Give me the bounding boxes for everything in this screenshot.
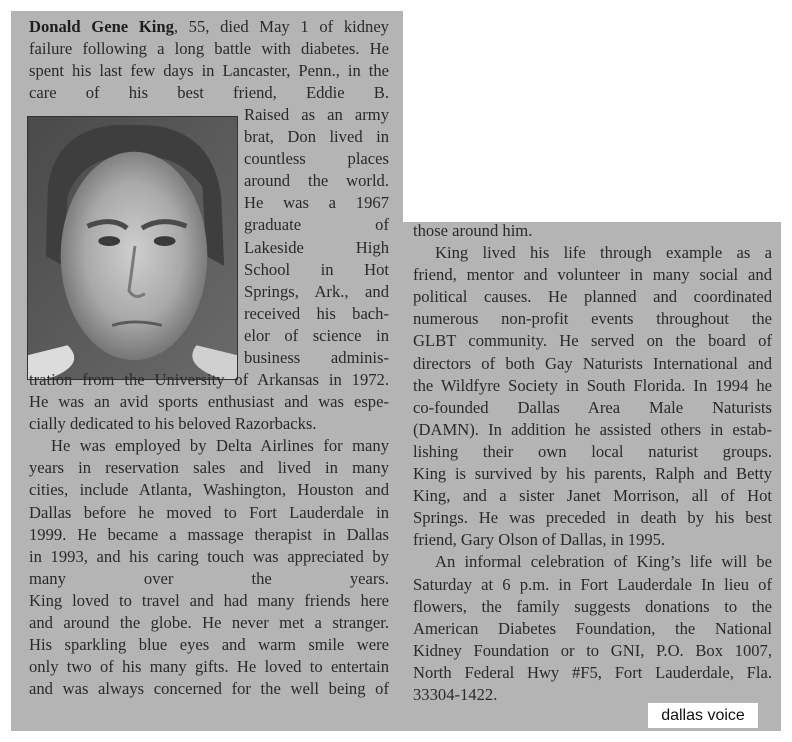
deceased-name: Donald Gene King xyxy=(29,17,174,36)
text-line: co-founded Dallas Area Male Naturists xyxy=(413,397,772,417)
text-line: He was an avid sports enthusiast and was espe- xyxy=(29,392,389,412)
text-line: School in Hot xyxy=(244,259,389,279)
text-line: (DAMN). In addition he assisted others in estab- xyxy=(413,419,772,439)
text-line: and was always concerned for the well being of xyxy=(29,679,389,699)
text-line: many over the years. xyxy=(29,568,389,588)
portrait-photo xyxy=(27,116,238,380)
text-line: Springs, Ark., and xyxy=(244,281,389,301)
text-line: King loved to travel and had many friends here xyxy=(29,590,389,610)
text-line: Saturday at 6 p.m. in Fort Lauderdale In lieu of xyxy=(413,574,772,594)
text-line: elor of science in xyxy=(244,325,389,345)
obituary-right-body xyxy=(413,220,772,706)
source-credit-label: dallas voice xyxy=(648,703,758,728)
text-line: years in reservation sales and lived in many xyxy=(29,458,389,478)
paragraph-start-line: An informal celebration of King’s life will be xyxy=(435,552,772,572)
text-line: Lakeside High xyxy=(244,237,389,257)
text-line: and around the globe. He never met a stranger. xyxy=(29,613,389,633)
text-line: business adminis- xyxy=(244,348,389,368)
text-line: tration from the University of Arkansas in 1972. xyxy=(29,370,389,389)
text-line: American Diabetes Foundation, the National xyxy=(413,618,772,638)
text-line: countless places xyxy=(244,149,389,169)
text-line: friend, Gary Olson of Dallas, in 1995. xyxy=(413,530,666,550)
text-line: spent his last few days in Lancaster, Penn., in the xyxy=(29,61,389,81)
text-line: around the world. xyxy=(244,171,389,191)
text-line: flowers, the family suggests donations to the xyxy=(413,596,772,616)
portrait-image xyxy=(28,117,237,379)
text-line: political causes. He planned and coordinated xyxy=(413,287,772,307)
text-line: He was a 1967 xyxy=(244,193,389,213)
text-line: King, and a sister Janet Morrison, all of Hot xyxy=(413,486,772,506)
paragraph-start-line: King lived his life through example as a xyxy=(435,243,772,263)
text-line: only two of his many gifts. He loved to entertain xyxy=(29,657,389,677)
text-line: Raised as an army xyxy=(244,105,389,124)
text-line: directors of both Gay Naturists International and xyxy=(413,353,772,373)
text-line: brat, Don lived in xyxy=(244,127,389,147)
text-line: those around him. xyxy=(413,221,533,240)
text-line: Kidney Foundation or to GNI, P.O. Box 1007, xyxy=(413,640,772,660)
text-line: in 1993, and his caring touch was appreciated by xyxy=(29,546,389,566)
text-line: numerous non-profit events throughout the xyxy=(413,309,772,329)
text-line: failure following a long battle with diabetes. He xyxy=(29,39,389,59)
text-line: GLBT community. He served on the board of xyxy=(413,331,772,351)
obituary-intro xyxy=(29,16,389,104)
text-line: 1999. He became a massage therapist in Dallas xyxy=(29,524,389,544)
obituary-left-body xyxy=(29,369,389,700)
text-line: care of his best friend, Eddie B. xyxy=(29,83,389,103)
text-line: Springs. He was preceded in death by his best xyxy=(413,508,772,528)
text-line: 33304-1422. xyxy=(413,684,498,704)
text-line: cially dedicated to his beloved Razorbacks. xyxy=(29,414,317,434)
text-line: Donald Gene King, 55, died May 1 of kidney xyxy=(29,17,389,36)
text-line: received his bach- xyxy=(244,303,389,323)
text-line: lishing their own local naturist groups. xyxy=(413,441,772,461)
text-line: cities, include Atlanta, Washington, Houston and xyxy=(29,480,389,500)
paragraph-start-line: He was employed by Delta Airlines for many xyxy=(51,436,389,456)
text-line: the Wildfyre Society in South Florida. In 1994 he xyxy=(413,375,772,395)
text-line: Dallas before he moved to Fort Lauderdale in xyxy=(29,502,389,522)
text-line: King is survived by his parents, Ralph and Betty xyxy=(413,464,772,484)
text-line: His sparkling blue eyes and warm smile were xyxy=(29,635,389,655)
obituary-narrow-text xyxy=(244,104,389,369)
text-line: North Federal Hwy #F5, Fort Lauderdale, Fla. xyxy=(413,662,772,682)
text-line: graduate of xyxy=(244,215,389,235)
text-line: friend, mentor and volunteer in many social and xyxy=(413,265,772,285)
